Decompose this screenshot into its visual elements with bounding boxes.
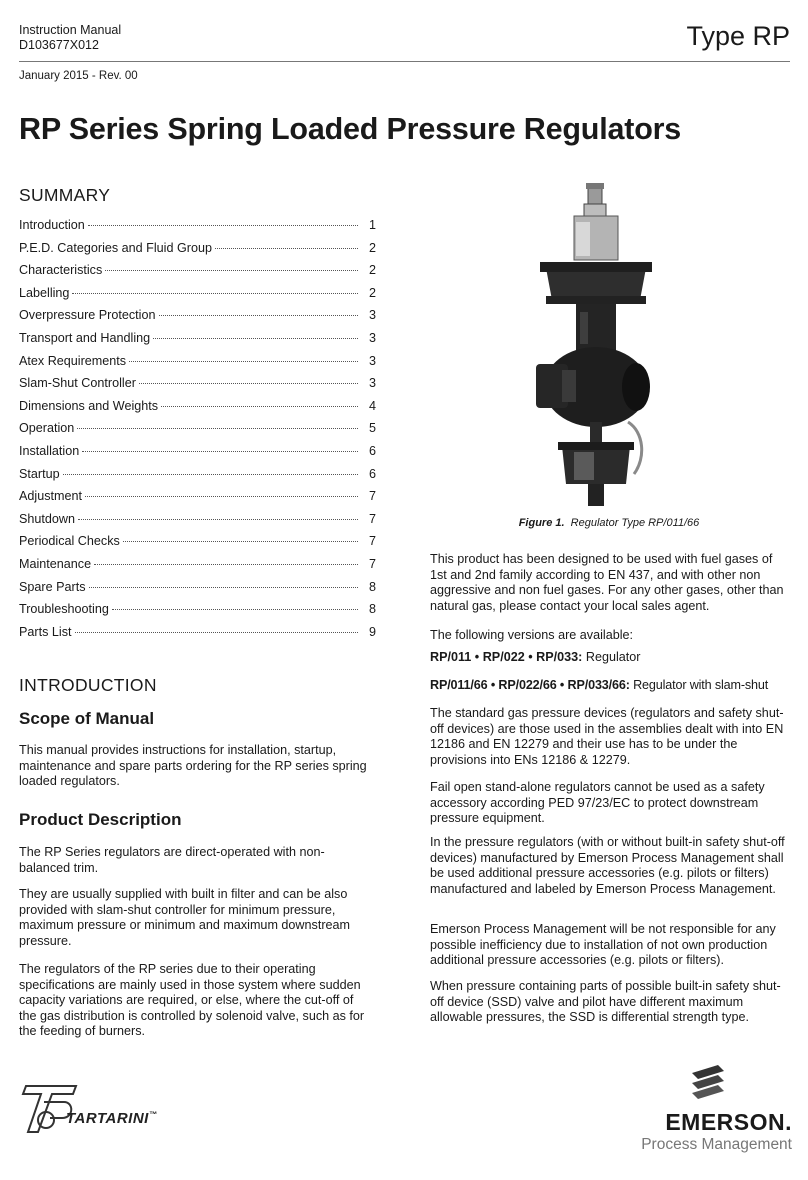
tartarini-name: TARTARINI: [66, 1110, 149, 1127]
header-divider: [19, 61, 790, 62]
toc-entry-page: 6: [368, 443, 376, 458]
toc-leader-dots: [123, 541, 358, 542]
toc-entry[interactable]: [19, 376, 376, 399]
toc-leader-dots: [129, 361, 358, 362]
figure-label: Figure 1.: [518, 517, 565, 529]
toc-entry-page: 9: [368, 624, 376, 639]
toc-leader-dots: [77, 428, 358, 429]
toc-leader-dots: [105, 270, 358, 271]
toc-entry-page: 3: [368, 330, 376, 345]
toc-entry-page: 7: [368, 511, 376, 526]
responsibility-paragraph: Emerson Process Management will be not responsible for any possible inefficiency due to installation of not own production additional pressure accessories (e.g. pilots or filters).: [430, 922, 776, 968]
toc-entry-label: Slam-Shut Controller: [19, 376, 136, 391]
toc-entry-page: 2: [368, 263, 376, 278]
page-title: RP Series Spring Loaded Pressure Regulators: [19, 112, 682, 146]
toc-entry[interactable]: [19, 467, 376, 490]
toc-entry-label: Dimensions and Weights: [19, 398, 159, 413]
toc-leader-dots: [215, 248, 358, 249]
table-of-contents: [19, 218, 376, 647]
toc-entry-page: 1: [368, 218, 376, 232]
toc-leader-dots: [89, 587, 359, 588]
toc-entry[interactable]: [19, 308, 376, 331]
toc-entry[interactable]: [19, 602, 376, 625]
summary-heading: SUMMARY: [19, 185, 111, 205]
toc-entry[interactable]: [19, 557, 376, 580]
version-regulator-desc: Regulator: [582, 650, 641, 664]
toc-entry-label: Labelling: [19, 285, 70, 300]
toc-entry-page: 7: [368, 556, 376, 571]
toc-entry[interactable]: [19, 489, 376, 512]
gas-family-paragraph: This product has been designed to be used with fuel gases of 1st and 2nd family according to EN 437, and with other non aggressive and non fuel gases. For any other gases, other than natural gas, please contact your local sales agent.: [430, 552, 784, 613]
toc-leader-dots: [161, 406, 358, 407]
emerson-division: Process Management: [641, 1136, 792, 1153]
toc-leader-dots: [75, 632, 359, 633]
emerson-mark-icon: [688, 1063, 728, 1105]
toc-leader-dots: [94, 564, 358, 565]
toc-entry-label: Characteristics: [19, 263, 103, 278]
scope-text: This manual provides instructions for installation, startup, maintenance and spare parts ordering for the RP series spring loaded regulators.: [19, 743, 367, 789]
product-description-p1: The RP Series regulators are direct-operated with non-balanced trim.: [19, 845, 325, 875]
toc-leader-dots: [112, 609, 358, 610]
product-description-p2: They are usually supplied with built in filter and can be also provided with slam-shut controller for minimum pressure, maximum pressure or minimum and maximum downstream pressure.: [19, 887, 351, 948]
toc-entry[interactable]: [19, 512, 376, 535]
toc-entry[interactable]: [19, 399, 376, 422]
tartarini-mark-icon: [18, 1082, 78, 1136]
toc-entry[interactable]: [19, 625, 376, 648]
toc-entry[interactable]: [19, 580, 376, 603]
fail-open-paragraph: Fail open stand-alone regulators cannot be used as a safety accessory according PED 97/23/EC to protect downstream pressure equipment.: [430, 780, 765, 826]
toc-entry-page: 7: [368, 489, 376, 504]
toc-entry-label: Atex Requirements: [19, 353, 127, 368]
tartarini-tm: ™: [148, 1110, 158, 1119]
standards-paragraph: The standard gas pressure devices (regulators and safety shut-off devices) are those used in the assemblies dealt with into EN 12186 and EN 12279 and their use has to be under the provisions into ENs 12186 & 12279.: [430, 706, 784, 767]
toc-entry-page: 4: [368, 398, 376, 413]
tartarini-wordmark: [66, 1110, 157, 1127]
scope-heading: Scope of Manual: [19, 709, 155, 728]
toc-leader-dots: [159, 315, 359, 316]
toc-entry-label: Operation: [19, 421, 75, 436]
toc-entry[interactable]: [19, 534, 376, 557]
figure-caption: [430, 517, 788, 529]
toc-entry-page: 3: [368, 353, 376, 368]
toc-entry[interactable]: [19, 218, 376, 241]
tartarini-logo: [18, 1082, 188, 1142]
toc-entry-label: Parts List: [19, 624, 72, 639]
ssd-paragraph: When pressure containing parts of possible built-in safety shut-off device (SSD) valve and pilot have different maximum allowable pressures, the SSD is differential strength type.: [430, 979, 781, 1025]
toc-entry[interactable]: [19, 286, 376, 309]
toc-leader-dots: [139, 383, 358, 384]
toc-entry-label: Introduction: [19, 218, 85, 232]
toc-entry-label: Shutdown: [19, 511, 76, 526]
toc-entry-label: Troubleshooting: [19, 602, 109, 617]
introduction-heading: INTRODUCTION: [19, 675, 157, 695]
toc-entry-page: 7: [368, 534, 376, 549]
toc-entry[interactable]: [19, 241, 376, 264]
emerson-logo: [620, 1063, 792, 1155]
doc-number: D103677X012: [19, 38, 99, 52]
toc-leader-dots: [88, 225, 358, 226]
toc-entry-page: 3: [368, 376, 376, 391]
toc-entry[interactable]: [19, 421, 376, 444]
toc-leader-dots: [72, 293, 358, 294]
toc-entry[interactable]: [19, 331, 376, 354]
toc-entry-label: Installation: [19, 443, 80, 458]
toc-entry-page: 2: [368, 240, 376, 255]
version-regulator-models: RP/011 • RP/022 • RP/033:: [430, 650, 583, 664]
version-slam-shut: [430, 678, 792, 694]
accessories-paragraph: In the pressure regulators (with or without built-in safety shut-off devices) manufactured by Emerson Process Management shall be used additional pressure accessories (e.g. pilots or filters) manufactured and labeled by Emerson Process Management.: [430, 835, 785, 896]
toc-leader-dots: [82, 451, 358, 452]
toc-entry-label: Overpressure Protection: [19, 308, 156, 323]
versions-intro: The following versions are available:: [430, 628, 634, 642]
figure-caption-text: Regulator Type RP/011/66: [570, 517, 700, 529]
header-doc-info: [19, 23, 121, 53]
toc-entry-label: Periodical Checks: [19, 534, 120, 549]
toc-entry-label: Maintenance: [19, 556, 92, 571]
toc-entry[interactable]: [19, 444, 376, 467]
toc-entry-page: 8: [368, 579, 376, 594]
version-regulator: [430, 650, 792, 666]
version-slam-shut-desc: Regulator with slam-shut: [629, 678, 769, 692]
version-slam-shut-models: RP/011/66 • RP/022/66 • RP/033/66:: [430, 678, 630, 692]
product-description-heading: Product Description: [19, 810, 182, 829]
toc-entry-label: Adjustment: [19, 489, 82, 504]
toc-entry[interactable]: [19, 263, 376, 286]
toc-leader-dots: [153, 338, 358, 339]
toc-entry-page: 6: [368, 466, 376, 481]
toc-entry-label: Spare Parts: [19, 579, 86, 594]
toc-entry[interactable]: [19, 354, 376, 377]
toc-entry-label: Startup: [19, 466, 60, 481]
toc-entry-page: 3: [368, 308, 376, 323]
revision-date: January 2015 - Rev. 00: [19, 70, 138, 82]
doc-type: Instruction Manual: [19, 23, 122, 37]
toc-leader-dots: [63, 474, 358, 475]
regulator-photo: [536, 182, 656, 512]
toc-entry-label: P.E.D. Categories and Fluid Group: [19, 240, 212, 255]
toc-entry-page: 5: [368, 421, 376, 436]
toc-entry-label: Transport and Handling: [19, 330, 151, 345]
emerson-wordmark: EMERSON.: [665, 1109, 792, 1135]
toc-leader-dots: [85, 496, 358, 497]
toc-leader-dots: [78, 519, 358, 520]
toc-entry-page: 2: [368, 285, 376, 300]
product-description-p3: The regulators of the RP series due to their operating specifications are mainly used in those system where sudden capacity variations are required, or else, where the cut-off of the gas distribution is controlled by solenoid valve, such as for the feeding of burners.: [19, 962, 365, 1039]
toc-entry-page: 8: [368, 602, 376, 617]
product-type: Type RP: [686, 21, 790, 51]
